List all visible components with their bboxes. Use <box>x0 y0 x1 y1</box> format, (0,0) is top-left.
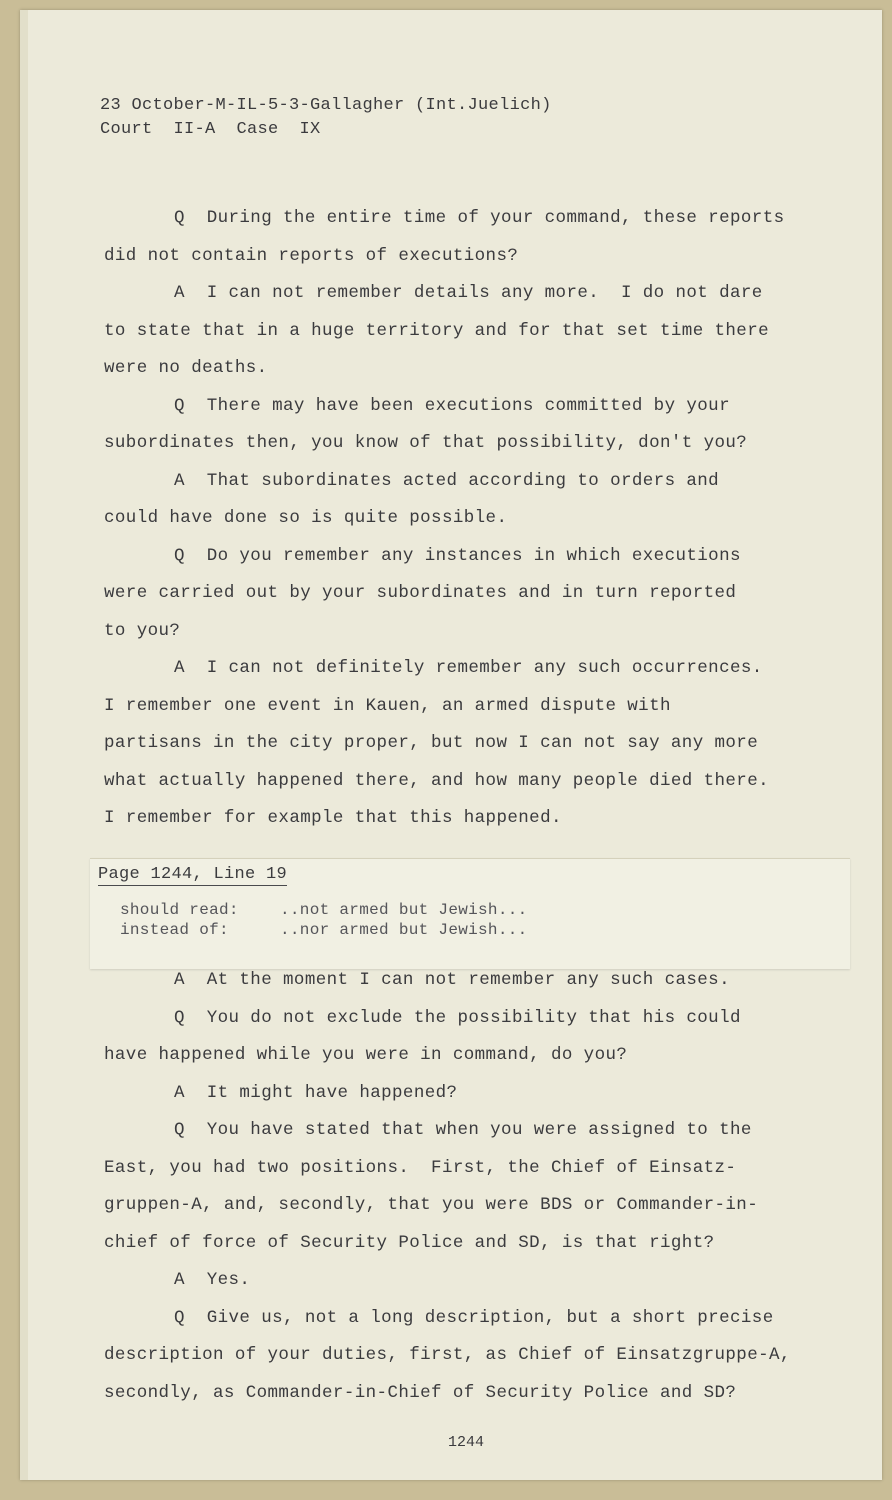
document-header <box>100 94 552 142</box>
text-line: were no deaths. <box>104 358 268 378</box>
text-line: partisans in the city proper, but now I can not say any more <box>104 733 759 753</box>
correction-slip <box>90 858 850 969</box>
should-read-value: ..not armed but Jewish... <box>280 901 528 919</box>
text-line: Q There may have been executions committed by your <box>174 395 730 416</box>
correction-should-read <box>120 901 528 919</box>
page-edge <box>20 10 28 1480</box>
text-line: to you? <box>104 620 181 641</box>
text-line: I remember for example that this happened. <box>104 808 562 828</box>
text-line: chief of force of Security Police and SD, is that right? <box>104 1232 715 1253</box>
text-line: Q Give us, not a long description, but a short precise <box>174 1307 774 1328</box>
text-line: were carried out by your subordinates and in turn reported <box>104 583 737 603</box>
text-line: A That subordinates acted according to orders and <box>174 470 720 491</box>
transcript-body-part-2 <box>104 962 824 1412</box>
instead-of-value: ..nor armed but Jewish... <box>280 921 528 939</box>
text-line: subordinates then, you know of that possibility, don't you? <box>104 433 748 453</box>
correction-instead-of <box>120 921 528 939</box>
text-line: A Yes. <box>174 1270 251 1290</box>
text-line: Q Do you remember any instances in which executions <box>174 545 741 566</box>
transcript-body-part-1 <box>104 200 824 838</box>
text-line: Q You have stated that when you were assigned to the <box>174 1120 752 1140</box>
text-line: A It might have happened? <box>174 1082 458 1103</box>
page-number: 1244 <box>448 1434 485 1451</box>
text-line: A I can not definitely remember any such occurrences. <box>174 658 763 678</box>
text-line: Q During the entire time of your command, these reports <box>174 208 785 228</box>
header-line-2: Court II-A Case IX <box>100 120 321 139</box>
text-line: have happened while you were in command, do you? <box>104 1045 628 1065</box>
text-line: A I can not remember details any more. I do not dare <box>174 283 763 303</box>
text-line: Q You do not exclude the possibility that his could <box>174 1007 741 1028</box>
text-line: description of your duties, first, as Chief of Einsatzgruppe-A, <box>104 1345 791 1365</box>
instead-of-label: instead of: <box>120 921 229 939</box>
should-read-label: should read: <box>120 901 239 919</box>
document-page <box>20 10 882 1480</box>
text-line: gruppen-A, and, secondly, that you were BDS or Commander-in- <box>104 1195 759 1215</box>
text-line: could have done so is quite possible. <box>104 508 508 528</box>
correction-title: Page 1244, Line 19 <box>98 865 288 884</box>
text-line: East, you had two positions. First, the Chief of Einsatz- <box>104 1157 737 1178</box>
text-line: what actually happened there, and how many people died there. <box>104 770 770 791</box>
text-line: to state that in a huge territory and for that set time there <box>104 320 770 341</box>
text-line: I remember one event in Kauen, an armed dispute with <box>104 695 671 716</box>
header-line-1: 23 October-M-IL-5-3-Gallagher (Int.Juelich) <box>100 96 552 115</box>
text-line: did not contain reports of executions? <box>104 245 519 266</box>
text-line: A At the moment I can not remember any such cases. <box>174 970 730 990</box>
text-line: secondly, as Commander-in-Chief of Security Police and SD? <box>104 1382 737 1403</box>
